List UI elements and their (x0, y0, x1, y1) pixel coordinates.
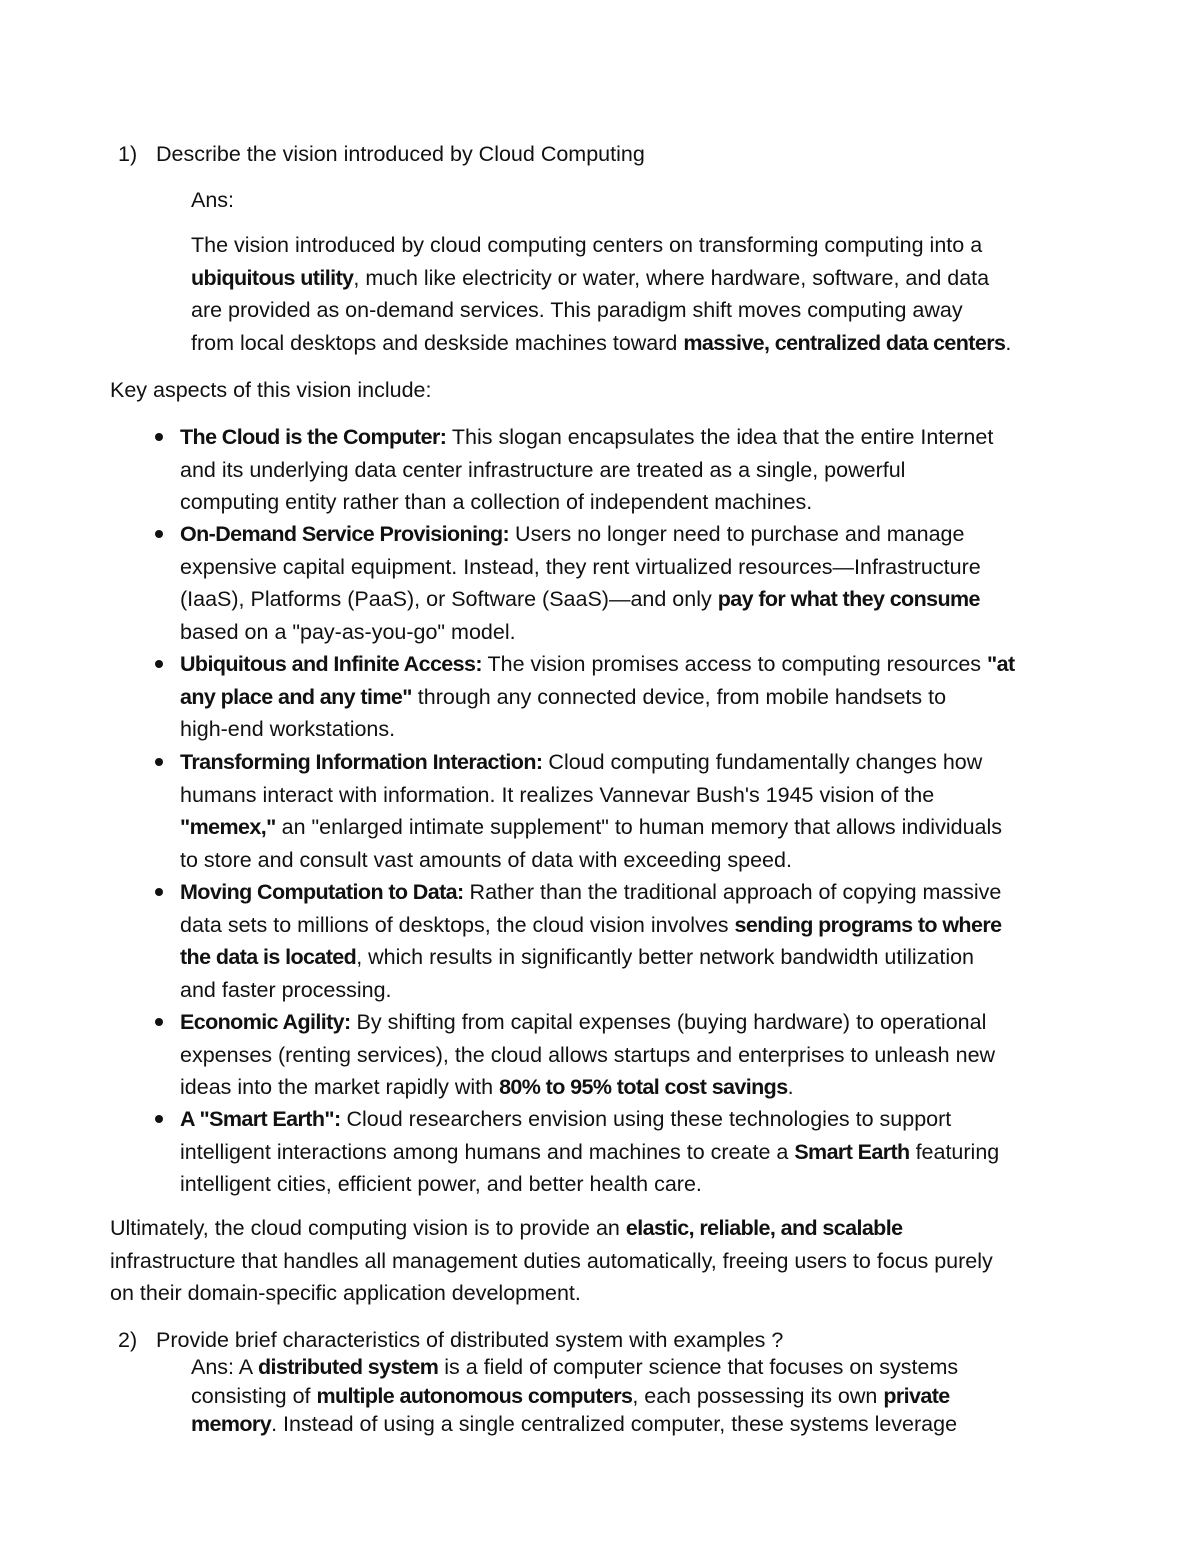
bullet-text (180, 746, 1002, 876)
text-run: Rather than the traditional approach of copying massive (463, 880, 1002, 904)
bold-term: Transforming Information Interaction: (180, 750, 543, 774)
answer-label: Ans: (191, 188, 235, 212)
text-run: expenses (renting services), the cloud allows startups and enterprises to unleash new (180, 1042, 996, 1067)
bold-term: massive, centralized data centers (683, 330, 1006, 355)
bold-term: A "Smart Earth": (180, 1107, 341, 1131)
bold-term: distributed system (257, 1355, 439, 1379)
text-run: on their domain-specific application development. (110, 1281, 581, 1306)
text-run: infrastructure that handles all management duties automatically, freeing users to focus purely (110, 1248, 993, 1273)
text-run: . (787, 1075, 794, 1100)
bullet-text (180, 1006, 995, 1104)
text-run: By shifting from capital expenses (buying hardware) to operational (350, 1010, 987, 1034)
bullet-text (180, 648, 1015, 746)
text-run: consisting of (191, 1383, 317, 1408)
text-run: (IaaS), Platforms (PaaS), or Software (SaaS)—and only (180, 587, 718, 612)
text-run: ideas into the market rapidly with (180, 1075, 500, 1100)
bullet-text (180, 1103, 999, 1201)
bullet-text (180, 876, 1001, 1006)
bold-term: On-Demand Service Provisioning: (180, 522, 510, 546)
paragraph-line (191, 229, 1011, 262)
bold-term: private (883, 1383, 950, 1408)
text-run: Ans: A (191, 1355, 258, 1379)
text-run: through any connected device, from mobile handsets to (411, 684, 947, 709)
bold-term: 80% to 95% total cost savings (499, 1075, 788, 1100)
text-run: humans interact with information. It realizes Vannevar Bush's 1945 vision of the (180, 782, 935, 807)
bullet-icon (155, 530, 163, 538)
paragraph-line (191, 327, 1011, 360)
text-run: Ultimately, the cloud computing vision is to provide an (110, 1216, 626, 1240)
text-run: and faster processing. (180, 977, 392, 1002)
text-run: an "enlarged intimate supplement" to human memory that allows individuals (275, 815, 1003, 840)
text-run: to store and consult vast amounts of data with exceeding speed. (180, 847, 792, 872)
bold-term: "memex," (180, 815, 276, 840)
bullet-text (180, 518, 981, 648)
intro-paragraph (191, 229, 1011, 359)
text-run: from local desktops and deskside machines toward (191, 330, 684, 355)
text-run: based on a "pay-as-you-go" model. (180, 619, 516, 644)
text-run: , each possessing its own (632, 1383, 884, 1408)
bullet-icon (155, 1115, 163, 1123)
text-run: , much like electricity or water, where hardware, software, and data (353, 265, 990, 290)
text-run: Cloud computing fundamentally changes how (542, 750, 983, 774)
bold-term: multiple autonomous computers (316, 1383, 633, 1408)
text-run: Cloud researchers envision using these technologies to support (340, 1107, 952, 1131)
question-text: Provide brief characteristics of distributed system with examples ? (156, 1328, 784, 1352)
question-text: Describe the vision introduced by Cloud Computing (156, 142, 645, 166)
bold-term: Ubiquitous and Infinite Access: (180, 652, 482, 676)
text-run: is a field of computer science that focuses on systems (438, 1355, 959, 1379)
bold-term: "at (987, 652, 1015, 676)
question-number: 1) (118, 142, 138, 166)
bold-term: the data is located (180, 945, 357, 970)
conclusion-paragraph (110, 1212, 993, 1310)
bullet-icon (155, 660, 163, 668)
text-run: high-end workstations. (180, 717, 396, 742)
bold-term: sending programs to where (734, 912, 1002, 937)
bullet-icon (155, 1018, 163, 1026)
bold-term: elastic, reliable, and scalable (625, 1216, 903, 1240)
text-run: are provided as on-demand services. This paradigm shift moves computing away (191, 298, 963, 323)
bullet-text (180, 421, 993, 519)
key-aspects-heading: Key aspects of this vision include: (110, 378, 432, 402)
text-run: The vision promises access to computing resources (481, 652, 988, 676)
bold-term: Moving Computation to Data: (180, 880, 464, 904)
bold-term: Smart Earth (794, 1139, 910, 1164)
bullet-icon (155, 888, 163, 896)
question-number: 2) (118, 1328, 138, 1352)
bold-term: ubiquitous utility (191, 265, 354, 290)
text-run: This slogan encapsulates the idea that the entire Internet (446, 425, 994, 449)
answer-2-paragraph (191, 1353, 958, 1439)
text-run: The vision introduced by cloud computing centers on transforming computing into a (191, 233, 983, 257)
bullet-icon (155, 433, 163, 441)
text-run: intelligent cities, efficient power, and better health care. (180, 1172, 702, 1197)
paragraph-line (191, 294, 1011, 327)
text-run: featuring (909, 1139, 1000, 1164)
bold-term: any place and any time" (180, 684, 412, 709)
text-run: computing entity rather than a collection of independent machines. (180, 490, 813, 515)
paragraph-line (191, 262, 1011, 295)
bold-term: memory (191, 1412, 272, 1437)
bold-term: Economic Agility: (180, 1010, 351, 1034)
bold-term: pay for what they consume (717, 587, 980, 612)
text-run: . (1005, 330, 1012, 355)
text-run: intelligent interactions among humans and machines to create a (180, 1139, 795, 1164)
bullet-icon (155, 758, 163, 766)
text-run: Users no longer need to purchase and manage (509, 522, 965, 546)
text-run: and its underlying data center infrastructure are treated as a single, powerful (180, 457, 906, 482)
text-run: data sets to millions of desktops, the cloud vision involves (180, 912, 735, 937)
text-run: expensive capital equipment. Instead, they rent virtualized resources—Infrastructure (180, 554, 981, 579)
text-run: . Instead of using a single centralized computer, these systems leverage (271, 1412, 958, 1437)
text-run: , which results in significantly better network bandwidth utilization (356, 945, 975, 970)
bold-term: The Cloud is the Computer: (180, 425, 447, 449)
